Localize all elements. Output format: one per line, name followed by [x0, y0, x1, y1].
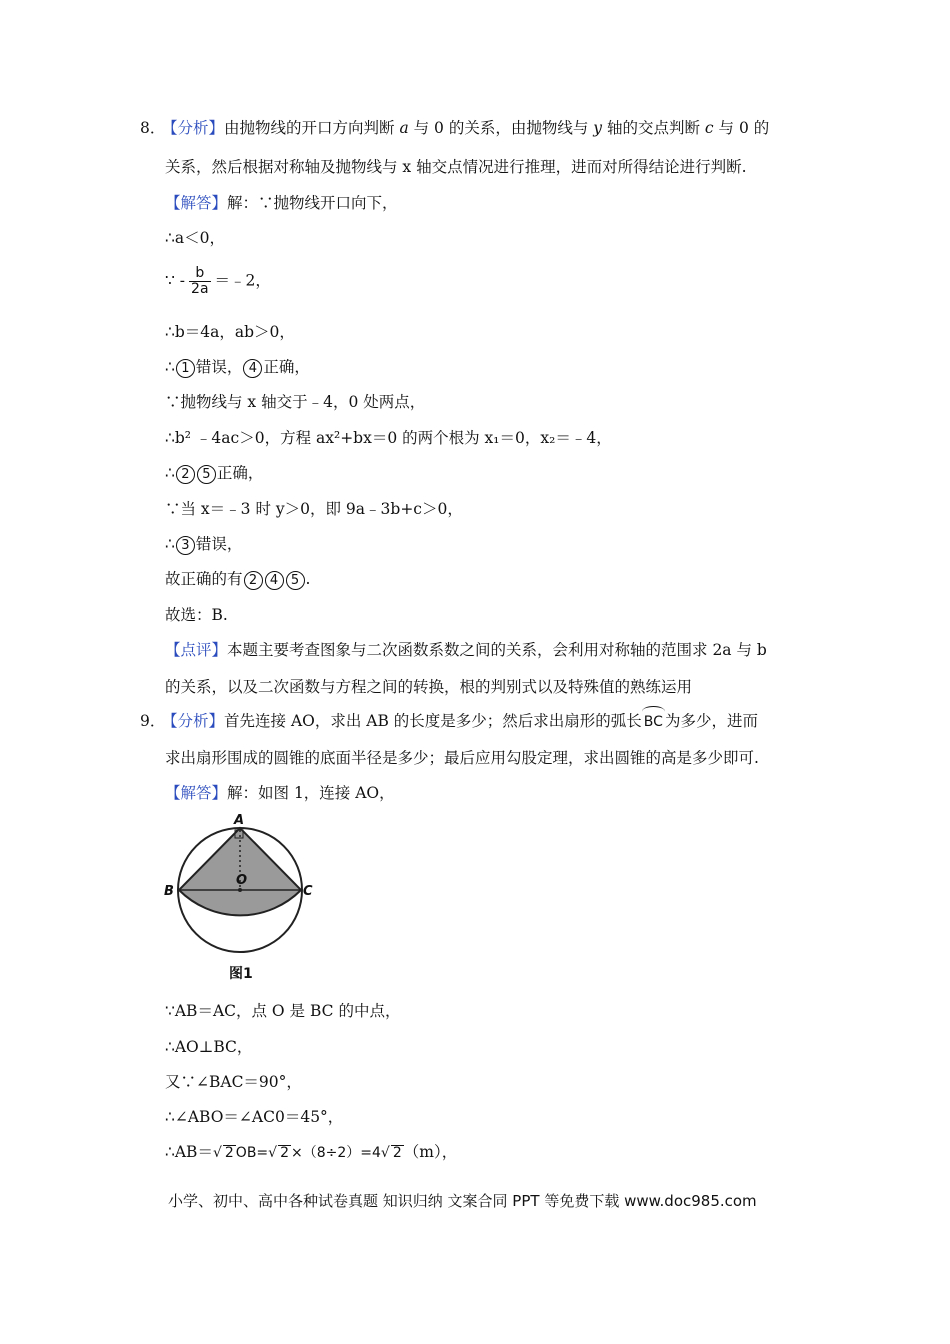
q9-number: 9． [140, 712, 166, 730]
q8-comment-line-1: 【点评】本题主要考查图象与二次函数系数之间的关系，会利用对称轴的范围求 2a 与 b [165, 641, 767, 659]
q9-answer-tag: 【解答】 [165, 784, 228, 802]
q8-step-axis: ∵ - $\frac{b}{2a}$ ＝﹣2， [165, 265, 271, 297]
label-A: A [234, 813, 245, 828]
q9-analysis-tag: 【分析】 [162, 712, 225, 730]
q8-step-wrong-1-correct-4: ∴ 1 错误， 4 正确， [165, 358, 310, 376]
q9-analysis-line-1: 9．【分析】首先连接 AO，求出 AB 的长度是多少；然后求出扇形的弧长 BC 为多少，进而 [140, 712, 758, 730]
q9-answer-line: 【解答】解：如图 1，连接 AO， [165, 784, 395, 802]
q8-number: 8． [140, 119, 166, 137]
q8-fraction: $\frac{b}{2a}$ [191, 265, 209, 297]
q9-step-4: ∴∠ABO＝∠AC0＝45°， [165, 1108, 344, 1126]
q8-analysis-line-1: 8．【分析】由抛物线的开口方向判断 a 与 0 的关系，由抛物线与 y 轴的交点判断 c 与 0 的 [140, 119, 770, 137]
q9-step-1: ∵AB＝AC，点 O 是 BC 的中点， [165, 1002, 401, 1020]
label-O: O [236, 873, 248, 888]
q8-choice: 故选：B. [165, 606, 228, 624]
q8-step-discriminant: ∴b² ﹣4ac＞0，方程 ax²+bx＝0 的两个根为 x₁＝0，x₂＝﹣4， [165, 429, 612, 447]
circled-1: 1 [176, 359, 195, 378]
q9-step-5: ∴AB＝√ 2 OB=√ 2 ×（8÷2）=4√ 2 （m）， [165, 1143, 458, 1161]
label-B: B [164, 884, 174, 899]
q8-step-wrong-3: ∴ 3 错误， [165, 535, 243, 553]
q8-answer-tag: 【解答】 [165, 194, 228, 212]
q8-comment-tag: 【点评】 [165, 641, 228, 659]
q8-step-b4a: ∴b＝4a，ab＞0， [165, 323, 295, 341]
arc-bc-label: BC [643, 714, 663, 730]
q8-comment-line-2: 的关系，以及二次函数与方程之间的转换，根的判别式以及特殊值的熟练运用 [165, 678, 693, 696]
q8-answer-line: 【解答】解：∵抛物线开口向下， [165, 194, 398, 212]
circled-4: 4 [243, 359, 262, 378]
figure-1-caption: 图1 [229, 966, 253, 982]
q8-step-a: ∴a＜0， [165, 229, 225, 247]
q8-step-x-axis: ∵抛物线与 x 轴交于﹣4，0 处两点， [165, 393, 426, 411]
q8-analysis-line-2: 关系，然后根据对称轴及抛物线与 x 轴交点情况进行推理，进而对所得结论进行判断. [165, 158, 747, 176]
page-footer: 小学、初中、高中各种试卷真题 知识归纳 文案合同 PPT 等免费下载 www.doc985.com [168, 1192, 757, 1210]
q8-step-x3: ∵当 x＝﹣3 时 y＞0，即 9a﹣3b+c＞0， [165, 500, 463, 518]
q9-step-2: ∴AO⊥BC， [165, 1038, 253, 1056]
figure-1-circle-sector [160, 808, 320, 958]
q8-analysis-tag: 【分析】 [162, 119, 225, 137]
q9-step-3: 又∵∠BAC＝90°， [165, 1073, 302, 1091]
q9-analysis-line-2: 求出扇形围成的圆锥的底面半径是多少；最后应用勾股定理，求出圆锥的高是多少即可. [165, 749, 759, 767]
q8-step-correct-2-5: ∴ 2 5 正确， [165, 464, 264, 482]
q8-conclusion: 故正确的有 2 4 5 . [165, 570, 311, 588]
label-C: C [303, 884, 313, 899]
